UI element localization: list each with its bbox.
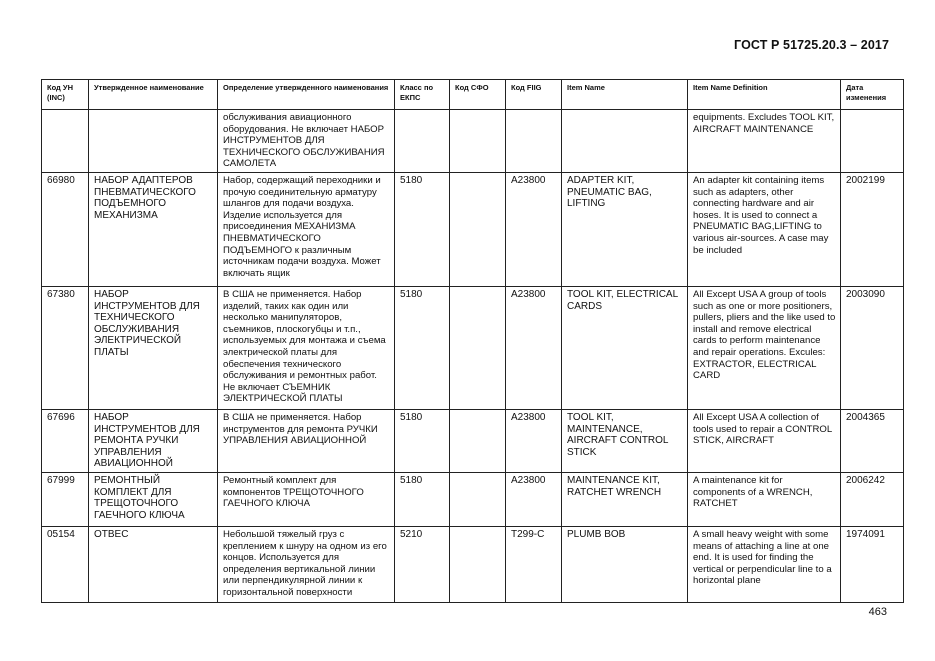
cell-class: 5180	[395, 409, 450, 472]
col-header-sfo: Код СФО	[450, 80, 506, 110]
col-header-code: Код УН (INC)	[42, 80, 89, 110]
cell-item-name: TOOL KIT, MAINTENANCE, AIRCRAFT CONTROL STICK	[562, 409, 688, 472]
cell-definition-ru: Ремонтный комплект для компонентов ТРЕЩОТОЧНОГО ГАЕЧНОГО КЛЮЧА	[218, 472, 395, 526]
cell-name-ru: ОТВЕС	[89, 526, 218, 602]
col-header-date: Дата изменения	[841, 80, 904, 110]
col-header-item-definition: Item Name Definition	[688, 80, 841, 110]
cell-name-ru	[89, 110, 218, 173]
cell-definition-en: A maintenance kit for components of a WRENCH, RATCHET	[688, 472, 841, 526]
table-row	[42, 110, 904, 173]
cell-definition-en: All Except USA A collection of tools used to repair a CONTROL STICK, AIRCRAFT	[688, 409, 841, 472]
cell-definition-en: An adapter kit containing items such as adapters, other connecting hardware and air hoses. It is used to connect a PNEUMATIC BAG,LIFTING to various air-sources. A case may be included	[688, 172, 841, 286]
cell-fiig: T299-C	[506, 526, 562, 602]
document-standard-header: ГОСТ Р 51725.20.3 – 2017	[734, 38, 889, 52]
cell-date: 2003090	[841, 286, 904, 409]
cell-class: 5180	[395, 286, 450, 409]
cell-definition-en: A small heavy weight with some means of attaching a line at one end. It is used for finding the vertical or perpendicular line to a horizontal plane	[688, 526, 841, 602]
cell-definition-ru: обслуживания авиационного оборудования. Не включает НАБОР ИНСТРУМЕНТОВ ДЛЯ ТЕХНИЧЕСКОГО ОБСЛУЖИВАНИЯ САМОЛЕТА	[218, 110, 395, 173]
cell-sfo	[450, 409, 506, 472]
cell-code: 67380	[42, 286, 89, 409]
table-row	[42, 472, 904, 526]
cell-fiig: A23800	[506, 286, 562, 409]
cell-class: 5180	[395, 472, 450, 526]
cell-class: 5210	[395, 526, 450, 602]
cell-date: 2004365	[841, 409, 904, 472]
cell-code	[42, 110, 89, 173]
cell-class: 5180	[395, 172, 450, 286]
cell-code: 66980	[42, 172, 89, 286]
cell-item-name: TOOL KIT, ELECTRICAL CARDS	[562, 286, 688, 409]
cell-definition-ru: В США не применяется. Набор изделий, таких как один или несколько манипуляторов, съемников, плоскогубцы и т.п., используемых для монтажа и съема электрической платы для обеспечения технического обслуживания и ремонтных работ. Не включает СЪЕМНИК ЭЛЕКТРИЧЕСКОЙ ПЛАТЫ	[218, 286, 395, 409]
cell-item-name: ADAPTER KIT, PNEUMATIC BAG, LIFTING	[562, 172, 688, 286]
cell-code: 67696	[42, 409, 89, 472]
cell-date: 1974091	[841, 526, 904, 602]
cell-date: 2006242	[841, 472, 904, 526]
cell-sfo	[450, 472, 506, 526]
cell-date: 2002199	[841, 172, 904, 286]
cell-code: 05154	[42, 526, 89, 602]
cell-definition-en: equipments. Excludes TOOL KIT, AIRCRAFT MAINTENANCE	[688, 110, 841, 173]
cell-sfo	[450, 172, 506, 286]
col-header-fiig: Код FIIG	[506, 80, 562, 110]
col-header-definition: Определение утвержденного наименования	[218, 80, 395, 110]
cell-code: 67999	[42, 472, 89, 526]
table-header-row	[42, 80, 904, 110]
cell-name-ru: НАБОР ИНСТРУМЕНТОВ ДЛЯ ТЕХНИЧЕСКОГО ОБСЛУЖИВАНИЯ ЭЛЕКТРИЧЕСКОЙ ПЛАТЫ	[89, 286, 218, 409]
cell-sfo	[450, 286, 506, 409]
table-row	[42, 286, 904, 409]
cell-class	[395, 110, 450, 173]
cell-sfo	[450, 110, 506, 173]
page-number: 463	[868, 606, 887, 618]
cell-item-name: PLUMB BOB	[562, 526, 688, 602]
cell-fiig	[506, 110, 562, 173]
cell-date	[841, 110, 904, 173]
col-header-approved-name: Утвержденное наименование	[89, 80, 218, 110]
cell-name-ru: РЕМОНТНЫЙ КОМПЛЕКТ ДЛЯ ТРЕЩОТОЧНОГО ГАЕЧНОГО КЛЮЧА	[89, 472, 218, 526]
cell-sfo	[450, 526, 506, 602]
cell-fiig: A23800	[506, 472, 562, 526]
cell-name-ru: НАБОР АДАПТЕРОВ ПНЕВМАТИЧЕСКОГО ПОДЪЕМНОГО МЕХАНИЗМА	[89, 172, 218, 286]
classification-table	[41, 79, 904, 603]
cell-name-ru: НАБОР ИНСТРУМЕНТОВ ДЛЯ РЕМОНТА РУЧКИ УПРАВЛЕНИЯ АВИАЦИОННОЙ	[89, 409, 218, 472]
cell-definition-ru: В США не применяется. Набор инструментов для ремонта РУЧКИ УПРАВЛЕНИЯ АВИАЦИОННОЙ	[218, 409, 395, 472]
col-header-item-name: Item Name	[562, 80, 688, 110]
cell-fiig: A23800	[506, 409, 562, 472]
table-row	[42, 526, 904, 602]
table-row	[42, 172, 904, 286]
col-header-class: Класс по ЕКПС	[395, 80, 450, 110]
cell-item-name: MAINTENANCE KIT, RATCHET WRENCH	[562, 472, 688, 526]
table-row	[42, 409, 904, 472]
cell-fiig: A23800	[506, 172, 562, 286]
cell-definition-en: All Except USA A group of tools such as one or more positioners, pullers, pliers and the like used to install and remove electrical cards to perform maintenance and repair operations. Excules: EXTRACTOR, ELECTRICAL CARD	[688, 286, 841, 409]
cell-definition-ru: Небольшой тяжелый груз с креплением к шнуру на одном из его концов. Используется для определения вертикальной линии или перпендикулярной линии к горизонтальной поверхности	[218, 526, 395, 602]
cell-item-name	[562, 110, 688, 173]
cell-definition-ru: Набор, содержащий переходники и прочую соединительную арматуру шлангов для подачи воздуха. Изделие используется для присоединения МЕХАНИЗМА ПНЕВМАТИЧЕСКОГО ПОДЪЕМНОГО к различным источникам подачи воздуха. Может включать ящик	[218, 172, 395, 286]
